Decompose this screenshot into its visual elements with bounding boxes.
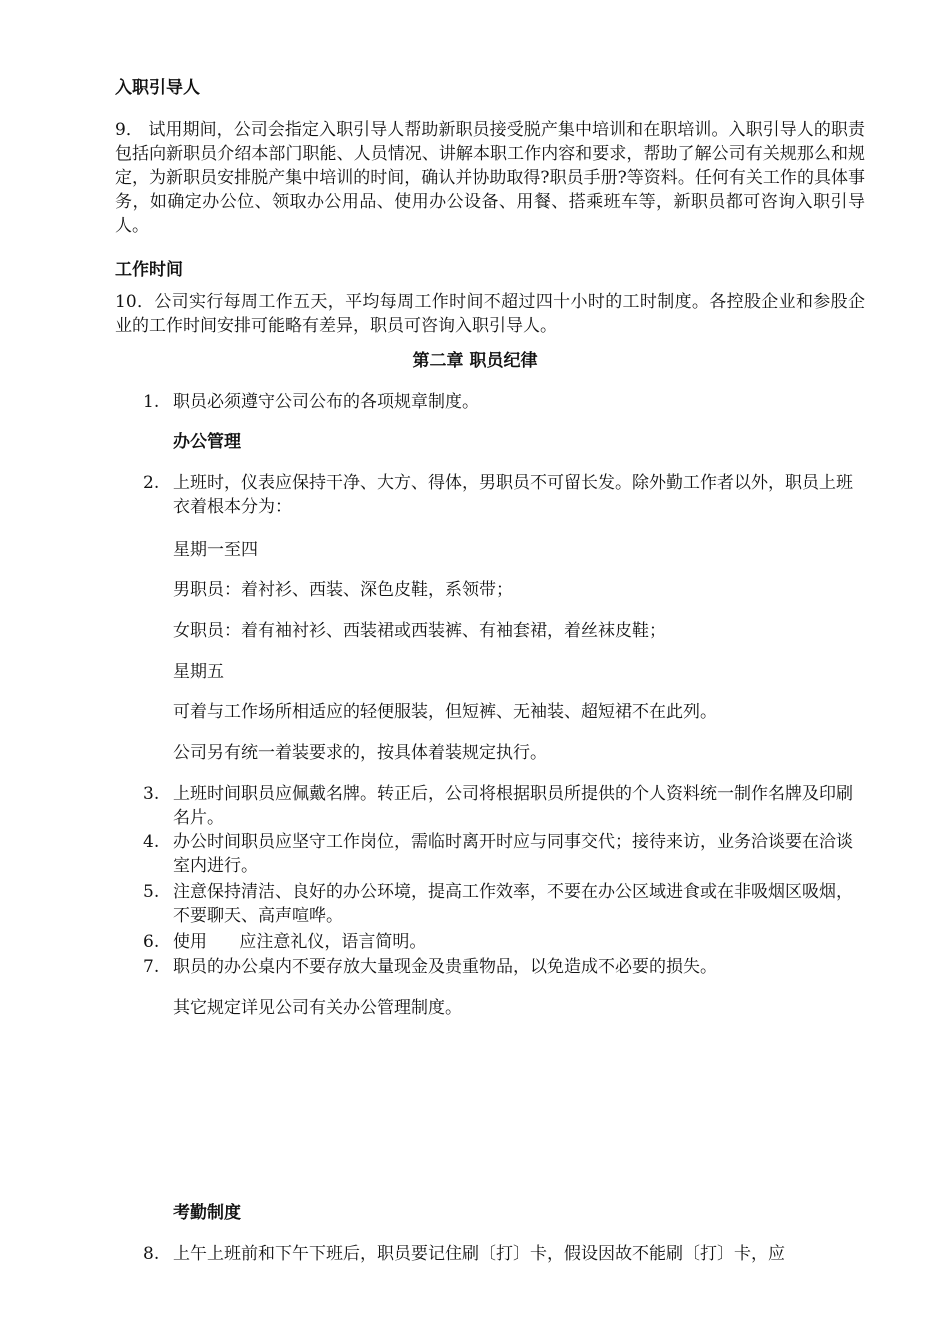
list-text: 注意保持清洁、良好的办公环境，提高工作效率，不要在办公区域进食或在非吸烟区吸烟，不要聊天、高声喧哗。 xyxy=(173,882,853,926)
list-item-5 xyxy=(143,880,865,928)
text-friday: 星期五 xyxy=(173,662,224,682)
paragraph-10: 10．公司实行每周工作五天，平均每周工作时间不超过四十小时的工时制度。各控股企业和参股企业的工作时间安排可能略有差异，职员可咨询入职引导人。 xyxy=(115,292,865,336)
text-other-rules: 其它规定详见公司有关办公管理制度。 xyxy=(173,998,462,1018)
list-number: 6. xyxy=(143,932,160,952)
heading-onboarding-guide: 入职引导人 xyxy=(115,78,200,98)
list-text: 使用 应注意礼仪，语言简明。 xyxy=(173,932,427,952)
list-item-2 xyxy=(143,471,865,519)
list-item-3 xyxy=(143,782,865,830)
chapter-title: 第二章 职员纪律 xyxy=(412,351,538,371)
list-text: 职员必须遵守公司公布的各项规章制度。 xyxy=(173,392,479,412)
list-item-4 xyxy=(143,830,865,878)
text-uniform-rule: 公司另有统一着装要求的，按具体着装规定执行。 xyxy=(173,743,547,763)
heading-work-time: 工作时间 xyxy=(115,260,183,280)
list-number: 4. xyxy=(143,832,160,852)
list-number: 5. xyxy=(143,882,160,902)
text-male-dress: 男职员：着衬衫、西装、深色皮鞋，系领带； xyxy=(173,580,513,600)
list-text: 职员的办公桌内不要存放大量现金及贵重物品，以免造成不必要的损失。 xyxy=(173,957,717,977)
list-text: 办公时间职员应坚守工作岗位，需临时离开时应与同事交代；接待来访，业务洽谈要在洽谈室内进行。 xyxy=(173,832,853,876)
text-casual-dress: 可着与工作场所相适应的轻便服装，但短裤、无袖装、超短裙不在此列。 xyxy=(173,702,717,722)
heading-office-management: 办公管理 xyxy=(173,432,241,452)
list-number: 2. xyxy=(143,473,160,493)
heading-attendance: 考勤制度 xyxy=(173,1203,241,1223)
list-text: 上班时，仪表应保持干净、大方、得体，男职员不可留长发。除外勤工作者以外，职员上班衣着根本分为： xyxy=(173,473,853,517)
list-text: 上班时间职员应佩戴名牌。转正后，公司将根据职员所提供的个人资料统一制作名牌及印刷名片。 xyxy=(173,784,853,828)
list-number: 1. xyxy=(143,392,160,412)
paragraph-9: 9． 试用期间，公司会指定入职引导人帮助新职员接受脱产集中培训和在职培训。入职引导人的职责包括向新职员介绍本部门职能、人员情况、讲解本职工作内容和要求，帮助了解公司有关规那么和规定，为新职员安排脱产集中培训的时间，确认并协助取得?职员手册?等资料。任何有关工作的具体事务，如确定办公位、领取办公用品、使用办公设备、用餐、搭乘班车等，新职员都可咨询入职引导人。 xyxy=(115,120,865,236)
text-mon-thu: 星期一至四 xyxy=(173,540,258,560)
list-number: 8. xyxy=(143,1244,160,1264)
text-female-dress: 女职员：着有袖衬衫、西装裙或西装裤、有袖套裙，着丝袜皮鞋； xyxy=(173,621,666,641)
list-text: 上午上班前和下午下班后，职员要记住刷〔打〕卡，假设因故不能刷〔打〕卡，应 xyxy=(173,1244,785,1264)
list-number: 3. xyxy=(143,784,160,804)
list-number: 7. xyxy=(143,957,160,977)
